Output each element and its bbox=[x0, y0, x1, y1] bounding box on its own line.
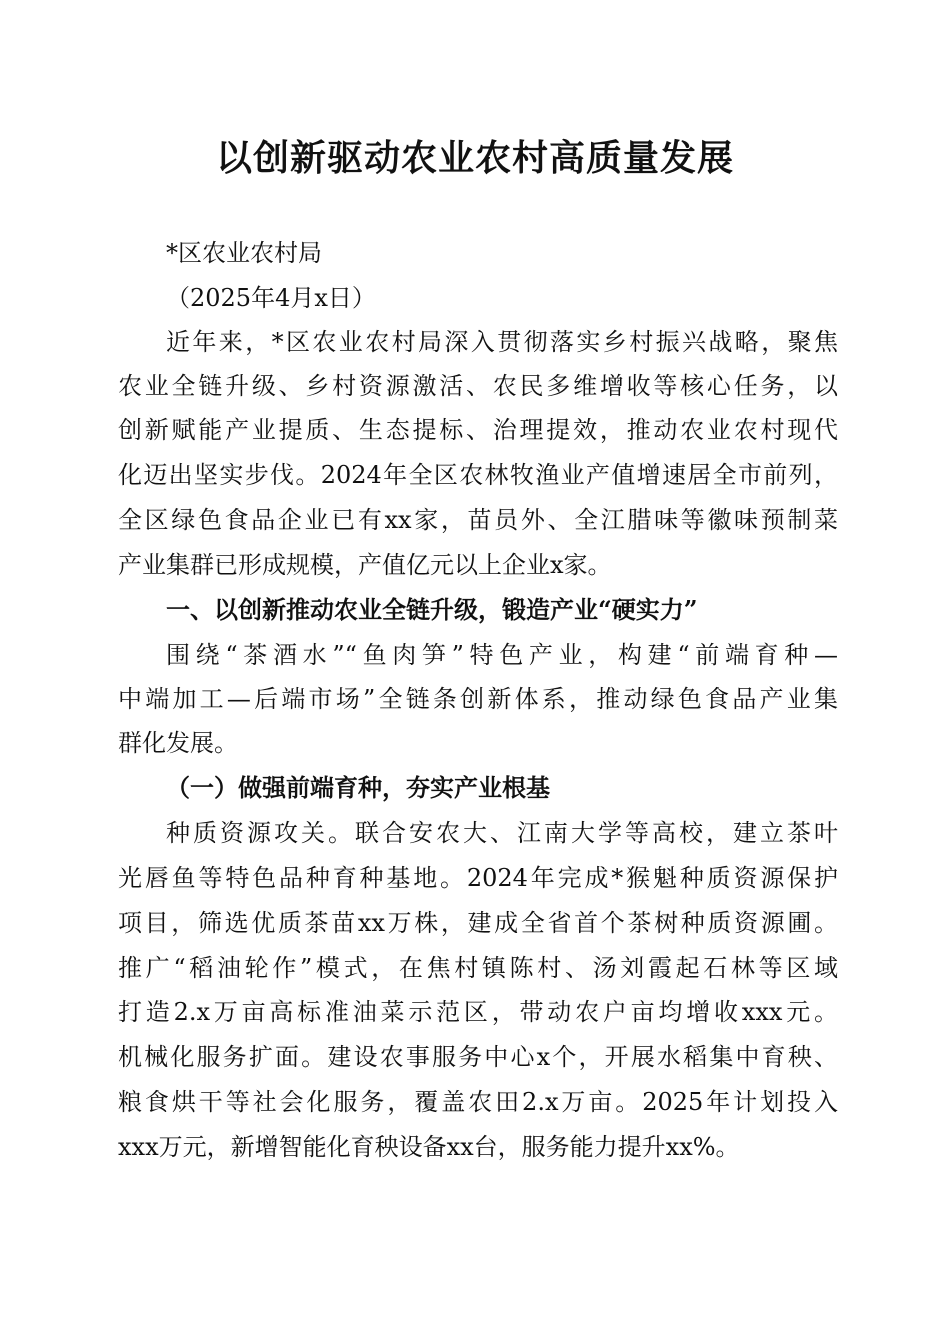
intro-line: 创新赋能产业提质、生态提标、治理提效，推动农业农村现代 bbox=[118, 416, 838, 444]
subsection-line: 光唇鱼等特色品种育种基地。2024年完成*猴魁种质资源保护 bbox=[118, 864, 838, 892]
section-heading: 一、以创新推动农业全链升级，锻造产业“硬实力” bbox=[166, 595, 698, 624]
section-line: 群化发展。 bbox=[118, 729, 238, 757]
intro-line: 全区绿色食品企业已有xx家，苗员外、全江腊味等徽味预制菜 bbox=[118, 506, 838, 534]
intro-line: 农业全链升级、乡村资源激活、农民多维增收等核心任务，以 bbox=[118, 372, 838, 400]
subsection-line: 粮食烘干等社会化服务，覆盖农田2.x万亩。2025年计划投入 bbox=[118, 1088, 838, 1116]
intro-line: 化迈出坚实步伐。2024年全区农林牧渔业产值增速居全市前列， bbox=[118, 461, 838, 489]
intro-line: 近年来，*区农业农村局深入贯彻落实乡村振兴战略，聚焦 bbox=[166, 328, 838, 356]
subsection-line: 项目，筛选优质茶苗xx万株，建成全省首个茶树种质资源圃。 bbox=[118, 909, 838, 937]
document-title: 以创新驱动农业农村高质量发展 bbox=[215, 137, 734, 179]
subsection-line: 机械化服务扩面。建设农事服务中心x个，开展水稻集中育秧、 bbox=[118, 1043, 838, 1071]
section-line: 围绕“茶酒水”“鱼肉笋”特色产业，构建“前端育种— bbox=[166, 641, 838, 669]
subsection-line: xxx万元，新增智能化育秧设备xx台，服务能力提升xx%。 bbox=[118, 1133, 740, 1161]
document-date: （2025年4月x日） bbox=[166, 284, 376, 312]
document-author: *区农业农村局 bbox=[166, 239, 322, 267]
section-line: 中端加工—后端市场”全链条创新体系，推动绿色食品产业集 bbox=[118, 685, 838, 713]
subsection-line: 种质资源攻关。联合安农大、江南大学等高校，建立茶叶 bbox=[166, 819, 838, 847]
subsection-line: 推广“稻油轮作”模式，在焦村镇陈村、汤刘霞起石林等区域 bbox=[118, 954, 838, 982]
subsection-heading: （一）做强前端育种，夯实产业根基 bbox=[166, 773, 550, 802]
subsection-line: 打造2.x万亩高标准油菜示范区，带动农户亩均增收xxx元。 bbox=[118, 998, 838, 1026]
intro-line: 产业集群已形成规模，产值亿元以上企业x家。 bbox=[118, 551, 612, 579]
